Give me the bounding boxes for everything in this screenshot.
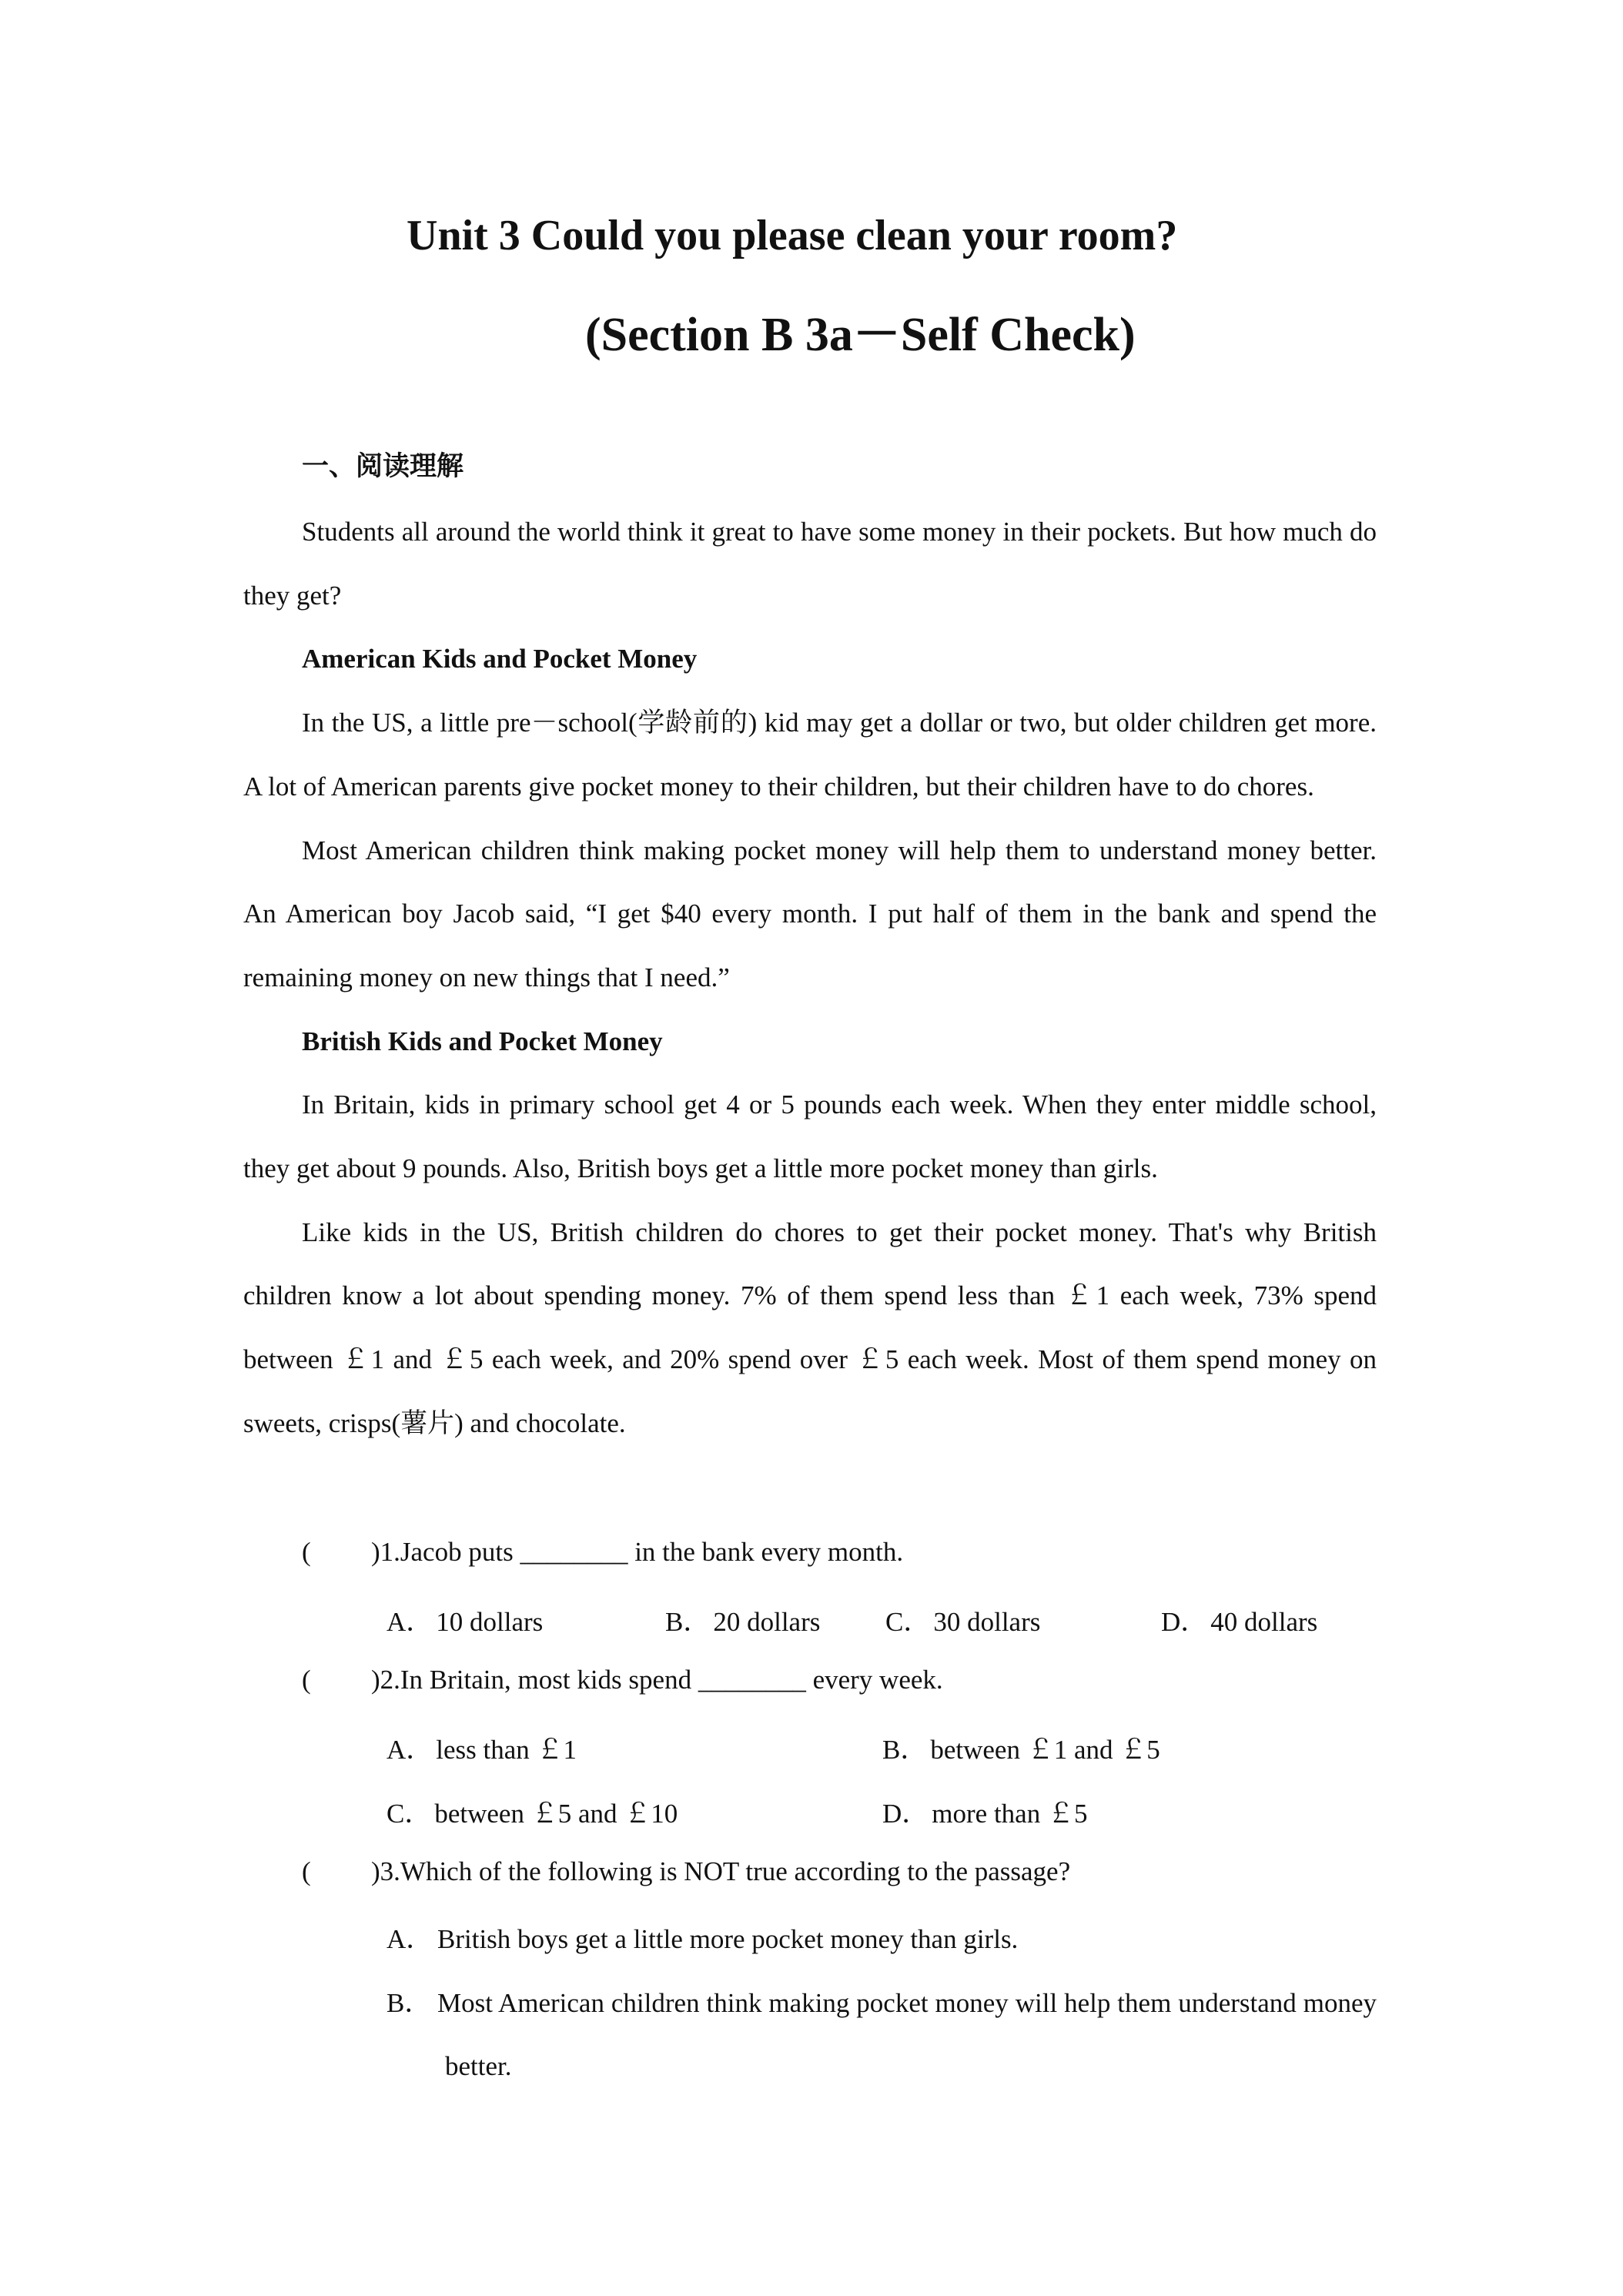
question-1-stem: )1.Jacob puts ________ in the bank every month. bbox=[371, 1537, 904, 1567]
q3-options bbox=[387, 1908, 1377, 2099]
q2-option-d bbox=[882, 1792, 1087, 1831]
passage-us-paragraph-2: Most American children think making pocket money will help them to understand money better. An American boy Jacob said, “I get $40 every month. I put half of them in the bank and spend the remaining money on new things that I need.” bbox=[243, 835, 1377, 992]
question-3-stem: )3.Which of the following is NOT true according to the passage? bbox=[371, 1856, 1071, 1886]
question-1 bbox=[302, 1537, 903, 1568]
q3-option-b bbox=[387, 1972, 1377, 2099]
subheading-british: British Kids and Pocket Money bbox=[302, 1026, 663, 1056]
passage-uk-paragraph-1: In Britain, kids in primary school get 4 or 5 pounds each week. When they enter middle school, they get about 9 pounds. Also, British boys get a little more pocket money than girls. bbox=[243, 1089, 1377, 1184]
option-text: less than ￡1 bbox=[436, 1735, 577, 1765]
answer-blank-3: ( bbox=[302, 1856, 311, 1886]
option-label: D． bbox=[882, 1799, 929, 1829]
subheading-american: American Kids and Pocket Money bbox=[302, 644, 698, 674]
option-label: A． bbox=[387, 1607, 433, 1637]
section-heading: 一、阅读理解 bbox=[302, 451, 464, 482]
option-label: D． bbox=[1161, 1607, 1208, 1637]
option-text: between ￡1 and ￡5 bbox=[930, 1735, 1160, 1765]
option-text: 40 dollars bbox=[1210, 1607, 1318, 1637]
q1-option-c bbox=[885, 1601, 1040, 1639]
answer-blank-1: ( bbox=[302, 1537, 311, 1567]
page-title: Unit 3 Could you please clean your room? bbox=[407, 212, 1178, 259]
option-label: A． bbox=[387, 1924, 433, 1954]
option-text: British boys get a little more pocket money than girls. bbox=[437, 1924, 1019, 1954]
q3-option-a bbox=[387, 1908, 1377, 1972]
option-label: B． bbox=[882, 1735, 928, 1765]
question-2-stem: )2.In Britain, most kids spend ________ every week. bbox=[371, 1665, 943, 1695]
option-label: B． bbox=[665, 1607, 711, 1637]
option-label: A． bbox=[387, 1735, 433, 1765]
q1-option-d bbox=[1161, 1601, 1317, 1639]
option-text: 10 dollars bbox=[436, 1607, 544, 1637]
question-2 bbox=[302, 1665, 943, 1695]
passage-us-paragraph-1: In the US, a little pre－school(学龄前的) kid may get a dollar or two, but older children get more. A lot of American parents give pocket money to their children, but their children have to do chores. bbox=[243, 708, 1377, 802]
option-label: C． bbox=[885, 1607, 931, 1637]
passage-uk-paragraph-2: Like kids in the US, British children do chores to get their pocket money. That's why British children know a lot about spending money. 7% of them spend less than ￡1 each week, 73% spend between ￡1 and ￡5 each week, and 20% spend over ￡5 each week. Most of them spend money on sweets, crisps(薯片) and chocolate. bbox=[243, 1217, 1377, 1438]
q2-option-b bbox=[882, 1729, 1160, 1767]
page-subtitle: (Section B 3a－Self Check) bbox=[585, 309, 1136, 361]
option-text: between ￡5 and ￡10 bbox=[434, 1799, 678, 1829]
q2-option-c bbox=[387, 1792, 678, 1831]
question-3 bbox=[302, 1856, 1070, 1887]
option-text: more than ￡5 bbox=[932, 1799, 1088, 1829]
option-text: 30 dollars bbox=[933, 1607, 1041, 1637]
reading-passage bbox=[243, 500, 1377, 1456]
passage-intro: Students all around the world think it great to have some money in their pockets. But how much do they get? bbox=[243, 517, 1377, 611]
option-text: 20 dollars bbox=[713, 1607, 821, 1637]
q2-option-a bbox=[387, 1729, 577, 1767]
option-label: C． bbox=[387, 1799, 432, 1829]
option-label: B． bbox=[387, 1987, 432, 2018]
q1-option-a bbox=[387, 1601, 543, 1639]
q1-option-b bbox=[665, 1601, 820, 1639]
answer-blank-2: ( bbox=[302, 1665, 311, 1695]
option-text: Most American children think making pocket money will help them understand money better. bbox=[437, 1987, 1377, 2082]
